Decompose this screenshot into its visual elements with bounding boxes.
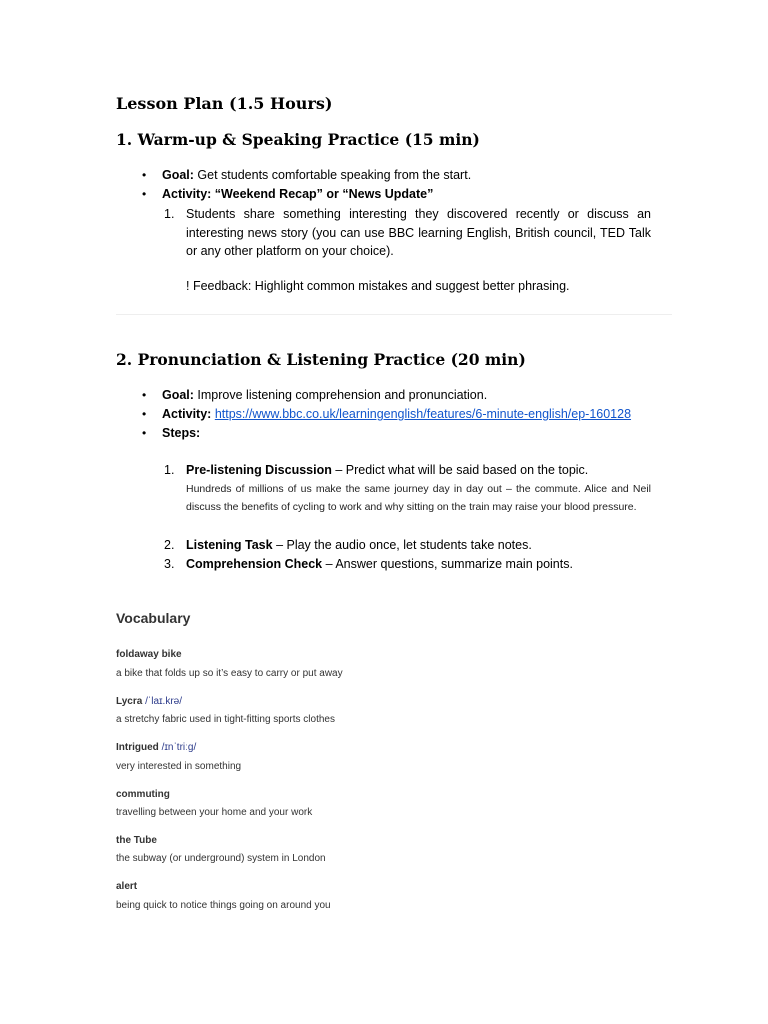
section-2-heading: 2. Pronunciation & Listening Practice (20 min) <box>116 350 526 369</box>
numbered-item <box>164 536 651 555</box>
vocab-definition: being quick to notice things going on around you <box>116 900 331 911</box>
numbered-item <box>164 461 651 517</box>
section-2-bullets <box>116 386 631 443</box>
steps-label: Steps: <box>162 426 201 440</box>
item-number: 2. <box>164 538 175 552</box>
bullet-icon: • <box>142 407 147 421</box>
goal-label: Goal: <box>162 388 194 402</box>
goal-label: Goal: <box>162 168 194 182</box>
item-text: – Play the audio once, let students take notes. <box>272 538 532 552</box>
page-title: Lesson Plan (1.5 Hours) <box>116 94 333 113</box>
vocab-term: foldaway bike <box>116 649 182 660</box>
section-divider <box>116 314 672 315</box>
bullet-icon: • <box>142 388 147 402</box>
bullet-icon: • <box>142 187 147 201</box>
vocab-term: commuting <box>116 789 170 800</box>
numbered-item <box>164 205 651 261</box>
list-item <box>116 386 631 405</box>
vocab-ipa: /ɪnˈtriːɡ/ <box>161 742 197 753</box>
numbered-item <box>164 555 651 574</box>
list-item <box>116 405 631 424</box>
vocabulary-heading: Vocabulary <box>116 610 191 626</box>
item-number: 3. <box>164 557 175 571</box>
item-number: 1. <box>164 207 175 221</box>
section-1-bullets <box>116 166 471 204</box>
item-text: Students share something interesting they discovered recently or discuss an interesting news story (you can use BBC learning English, British council, TED Talk or any other platform on your choice). <box>186 207 651 258</box>
activity-label: Activity: <box>162 407 212 421</box>
vocab-definition: travelling between your home and your work <box>116 807 313 818</box>
bbc-episode-link[interactable]: https://www.bbc.co.uk/learningenglish/features/6-minute-english/ep-160128 <box>214 407 632 421</box>
vocab-definition: a bike that folds up so it’s easy to carry or put away <box>116 668 343 679</box>
item-title: Pre-listening Discussion <box>186 463 332 477</box>
list-item <box>116 166 471 185</box>
vocab-term: Intrigued /ɪnˈtriːɡ/ <box>116 742 197 753</box>
activity-label: Activity: “Weekend Recap” or “News Update” <box>162 187 434 201</box>
item-detail: Hundreds of millions of us make the same journey day in day out – the commute. Alice and Neil discuss the benefits of cycling to work and why sitting on the train may raise your blood pressure. <box>186 482 651 514</box>
feedback-note: ! Feedback: Highlight common mistakes and suggest better phrasing. <box>186 279 570 293</box>
item-text: – Predict what will be said based on the topic. <box>331 463 589 477</box>
item-title: Listening Task <box>186 538 273 552</box>
goal-text: Improve listening comprehension and pronunciation. <box>193 388 488 402</box>
goal-text: Get students comfortable speaking from the start. <box>193 168 472 182</box>
vocab-definition: the subway (or underground) system in London <box>116 853 326 864</box>
bullet-icon: • <box>142 426 147 440</box>
item-title: Comprehension Check <box>186 557 323 571</box>
bullet-icon: • <box>142 168 147 182</box>
item-text: – Answer questions, summarize main points. <box>322 557 573 571</box>
item-number: 1. <box>164 463 175 477</box>
list-item <box>116 185 471 204</box>
vocab-definition: a stretchy fabric used in tight-fitting sports clothes <box>116 714 335 725</box>
vocab-term: the Tube <box>116 835 157 846</box>
vocab-ipa: /ˈlaɪ.krə/ <box>145 696 183 707</box>
vocab-definition: very interested in something <box>116 761 242 772</box>
vocab-term: alert <box>116 881 138 892</box>
list-item <box>116 424 631 443</box>
vocab-term: Lycra /ˈlaɪ.krə/ <box>116 696 183 707</box>
section-1-heading: 1. Warm-up & Speaking Practice (15 min) <box>116 130 480 149</box>
